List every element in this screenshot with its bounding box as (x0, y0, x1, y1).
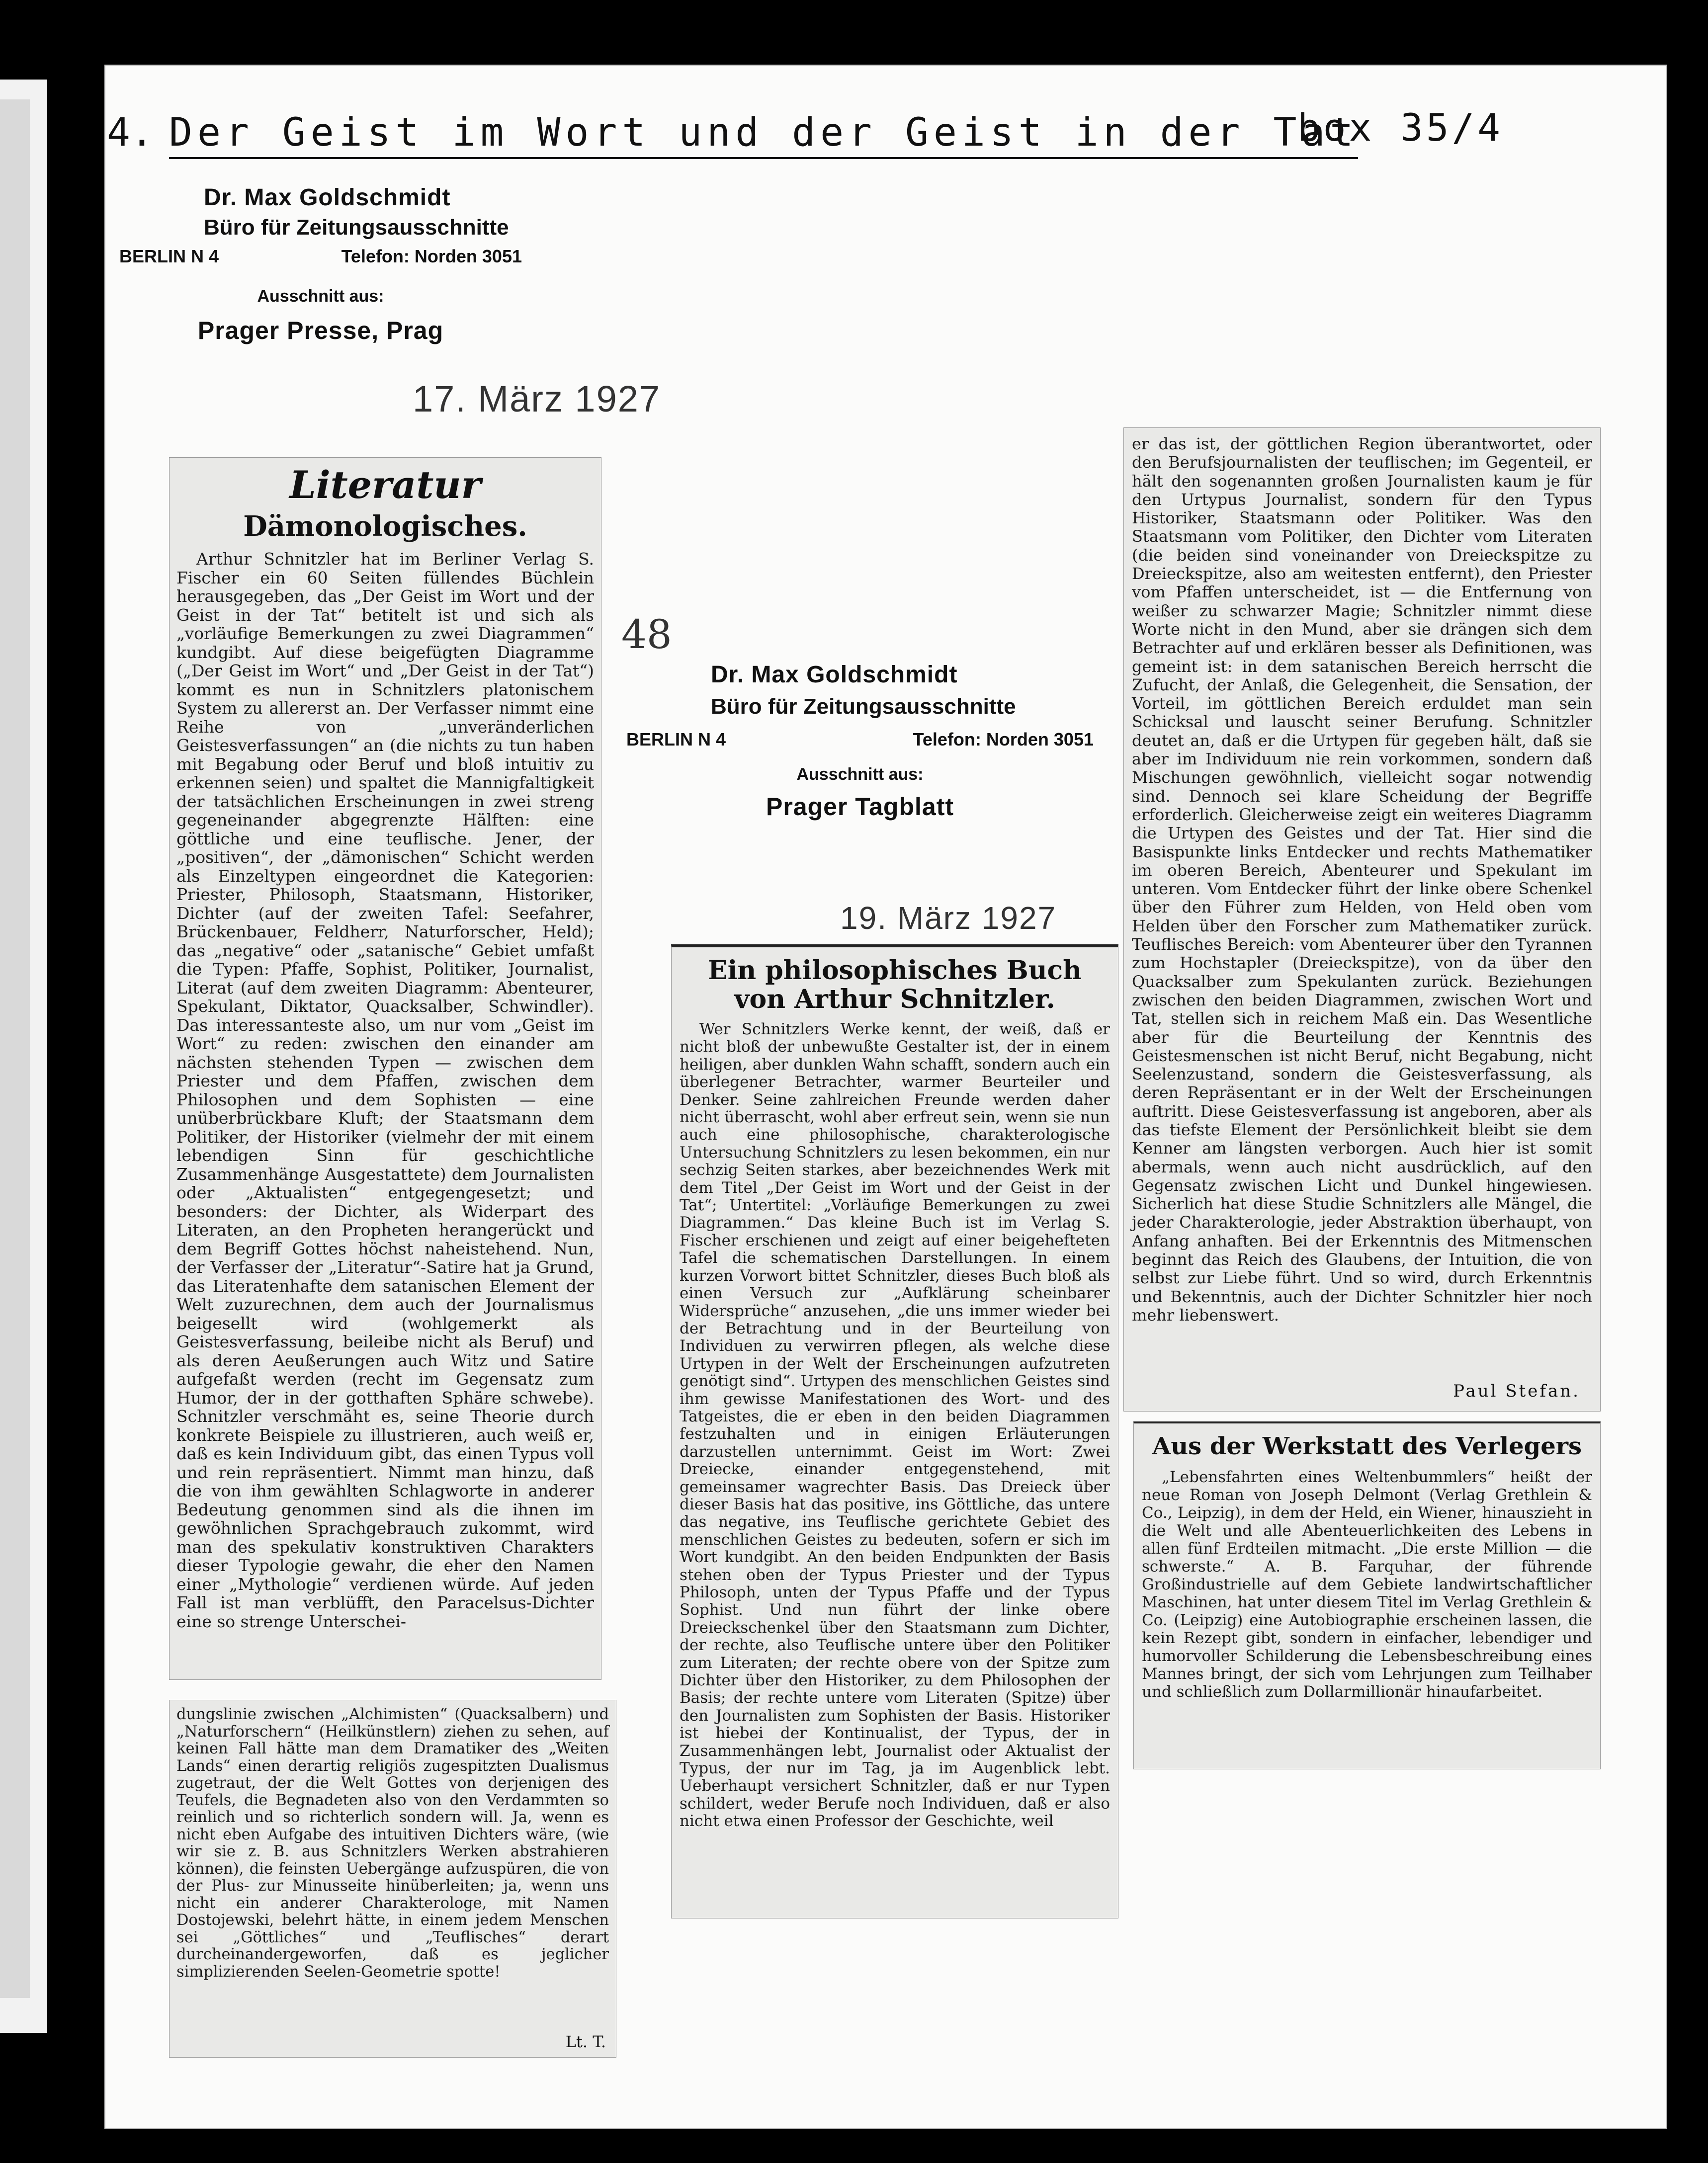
article-title: Ein philosophisches Buch von Arthur Schnitzler. (708, 955, 1082, 1014)
stamp-name: Dr. Max Goldschmidt (711, 662, 958, 688)
article-body-continued: er das ist, der göttlichen Region überantwortet, oder den Berufsjournalisten der teuflischen; im Gegenteil, er hält den sogenannten großen Journalisten kaum je für den Urtypus Journalist, sondern für den Typus Historiker, Staatsmann oder Politiker. Was den Staatsmann vom Politiker, den Dichter vom Literaten (die beiden sind voneinander von Dreieckspitze zu Dreieckspitze, also am weitesten entfernt), den Priester vom Pfaffen unterscheidet, ist — die Entfernung von weißer zu schwarzer Magie; Schnitzler nimmt diese Worte nicht in den Mund, aber sie drängen sich dem Betrachter auf und erklären besser als Definitionen, was gemeint ist: in dem satanischen Bereich herrscht die Zufucht, der Anlaß, die Gelegenheit, die Sensation, der Vorteil, im göttlichen Bereich erduldet man sein Schicksal und lauscht seiner Berufung. Schnitzler deutet an, daß er die Urtypen für gegeben hält, daß sie aber im Individuum nie rein vorkommen, sondern daß Mischungen gewöhnlich, vielleicht sogar notwendig sind. Dennoch sei klare Scheidung der Begriffe erforderlich. Gleicherweise zeigt ein weiteres Diagramm die Urtypen des Geistes und der Tat. Hier sind die Basispunkte links Entdecker und rechts Mathematiker im oberen Bereich, Abenteurer und Spekulant im unteren. Vom Entdecker führt der linke obere Schenkel über den Führer zum Helden, von Held oben vom Helden über den Forscher zum Mathematiker zurück. Teuflisches Bereich: vom Abenteurer über den Tyrannen zum Hochstapler (Dreieckspitze), von da über den Quacksalber zum Spekulanten zurück. Beziehungen zwischen den beiden Diagrammen, zwischen Wort und Tat, stellen sich in reichem Maß ein. Das Wesentliche aber für die Beurteilung der Kenntnis des Geistesmenschen ist nicht Beruf, nicht Begabung, nicht Seelenzustand, sondern die Geistesverfassung, als deren Repräsentant er in der Welt der Erscheinungen auftritt. Diese Geistesverfassung ist angeboren, aber als das tiefste Element der Persönlichkeit bleibt sie dem Kenner am längsten verborgen. Auch hier ist somit abermals, wenn auch nicht ausdrücklich, auf den Gegensatz zwischen Licht und Dunkel hingewiesen. Sicherlich hat diese Studie Schnitzlers alle Mängel, die jeder Charakterologie, jeder Abstraktion überhaupt, von Anfang anhaften. Bei der Erkenntnis des Mitmenschen beginnt das Reich des Glaubens, der Intuition, die von selbst zur Liebe führt. Und so wird, durch Erkenntnis und Bekenntnis, auch der Dichter Schnitzler hier noch mehr liebenswert. (1132, 434, 1592, 1325)
article-signature: Paul Stefan. (1453, 1381, 1580, 1401)
stamp-paper: Prager Tagblatt (766, 793, 954, 821)
article-daemonologisches (169, 457, 601, 1680)
article-body: Wer Schnitzlers Werke kennt, der weiß, daß er nicht bloß der unbewußte Gestalter ist, der in einem heiligen, aber dunklen Wahn schafft, sondern auch ein überlegener Betrachter, warmer Beurteiler und Denker. Seine zahlreichen Freunde werden daher nicht überrascht, wohl aber erfreut sein, wenn sie nun auch eine philosophische, charakterologische Untersuchung Schnitzlers zu lesen bekommen, ein nur sechzig Seiten starkes, aber bezeichnendes Werk mit dem Titel „Der Geist im Wort und der Geist in der Tat“; Untertitel: „Vorläufige Bemerkungen zu zwei Diagrammen.“ Das kleine Buch ist im Verlag S. Fischer erschienen und zeigt auf einer beigehefteten Tafel die schematischen Darstellungen. In einem kurzen Vorwort bittet Schnitzler, dieses Buch bloß als einen Versuch zur „Aufklärung scheinbarer Widersprüche“ anzusehen, „die uns immer wieder bei der Betrachtung und in der Beurteilung von Individuen zu verwirren pflegen, als welche diese Urtypen in der Welt der Erscheinungen aufzutreten genötigt sind“. Urtypen des menschlichen Geistes sind ihm gewisse Manifestationen des Wort- und des Tatgeistes, die er eben in den beiden Diagrammen festzuhalten und in einigen Erläuterungen darzustellen unternimmt. Geist im Wort: Zwei Dreiecke, einander entgegenstehend, mit gemeinsamer wagrechter Basis. Das Dreieck über dieser Basis hat das positive, ins Göttliche, das untere das negative, ins Teuflische gerichtete Gebiet des menschlichen Geistes zu bedeuten, sofern er sich im Wort kundgibt. An den beiden Endpunkten der Basis stehen oben der Typus Priester und der Typus Philosoph, unten der Typus Pfaffe und der Typus Sophist. Und nun führt der linke obere Dreieckschenkel über den Staatsmann zum Dichter, der rechte, also Teuflische untere über den Politiker zum Literaten; der rechte obere von der Spitze zum Dichter über den Historiker, zu dem Philosophen der Basis; der rechte untere vom Literaten (Spitze) über den Journalisten zum Sophisten der Basis. Historiker ist hiebei der Kontinualist, der Typus, der in Zusammenhängen lebt, Journalist oder Aktualist der Typus, der nur im Tag, ja im Augenblick lebt. Ueberhaupt versichert Schnitzler, daß er nur Typen schildert, weder Berufe noch Individuen, daß er also nicht etwa einen Professor der Geschichte, weil (680, 1020, 1110, 1830)
box-label: box 35/4 (1297, 105, 1504, 150)
handwritten-number: 48 (621, 611, 672, 658)
clipping-stamp-prager-tagblatt (626, 661, 1094, 821)
article-philosophisches-buch-continued (1123, 427, 1601, 1412)
stamp-name: Dr. Max Goldschmidt (204, 184, 451, 211)
folder-number: 4. (107, 110, 154, 155)
article-philosophisches-buch (671, 944, 1118, 1918)
section-heading: Literatur (289, 463, 481, 507)
article-title: Dämonologisches. (243, 510, 527, 543)
stamp-phone: Telefon: Norden 3051 (913, 729, 1094, 749)
stamp-excerpt-label: Ausschnitt aus: (796, 765, 924, 784)
article-title: Aus der Werkstatt des Verlegers (1152, 1432, 1582, 1460)
stamp-office: Büro für Zeitungsausschnitte (204, 215, 509, 240)
article-body: „Lebensfahrten eines Weltenbummlers“ heißt der neue Roman von Joseph Delmont (Verlag Grethlein & Co., Leipzig), in dem der Held, ein Wiener, hinauszieht in die Welt und alle Abenteuerlichkeiten des Lebens in allen fünf Erdteilen mitmacht. „Die erste Million — die schwerste.“ A. B. Farquhar, der führende Großindustrielle auf dem Gebiete landwirtschaftlicher Maschinen, hat unter diesem Titel im Verlag Grethlein & Co. (Leipzig) eine Autobiographie erscheinen lassen, die kein Rezept gibt, sondern in einfacher, lebendiger und humorvoller Schilderung die Lebensbeschreibung eines Mannes bringt, der sich vom Lehrjungen zum Teilhaber und schließlich zum Dollarmillionär hinaufarbeitet. (1142, 1468, 1592, 1701)
stamp-phone: Telefon: Norden 3051 (341, 246, 522, 266)
stamp-office: Büro für Zeitungsausschnitte (711, 694, 1016, 719)
adjacent-page-shadow (0, 99, 30, 1998)
date-stamp-2: 19. März 1927 (840, 900, 1057, 936)
stamp-city: BERLIN N 4 (119, 246, 219, 266)
article-daemonologisches-continued (169, 1700, 616, 2058)
stamp-excerpt-label: Ausschnitt aus: (257, 287, 384, 306)
article-signature: Lt. T. (565, 2032, 606, 2051)
stamp-paper: Prager Presse, Prag (197, 317, 444, 344)
article-body-continued: dungslinie zwischen „Alchimisten“ (Quacksalbern) und „Naturforschern“ (Heilkünstlern) ziehen zu sehen, auf keinen Fall hätte man dem Dramatiker des „Weiten Lands“ einen derartig religiös zugespitzten Dualismus zugetraut, der die Welt Gottes von derjenigen des Teufels, die Begnadeten also von den Verdammten so reinlich und so richterlich sondern will. Ja, wenn es nicht eben Aufgabe des intuitiven Dichters wäre, (wie wir sie z. B. aus Schnitzlers Werken abstrahieren können), die feinsten Uebergänge aufzuspüren, die von der Plus- zur Minusseite hinüberleiten; ja, wenn uns nicht ein anderer Charakterologe, mit Namen Dostojewski, belehrt hätte, in einem jedem Menschen sei „Göttliches“ und „Teuflisches“ derart durcheinandergeworfen, daß es jeglicher simplizierenden Seelen-Geometrie spotte! (176, 1706, 609, 1981)
clipping-stamp-prager-presse (119, 184, 522, 345)
folder-title: Der Geist im Wort und der Geist in der Tat (169, 110, 1358, 159)
article-werkstatt-des-verlegers (1133, 1421, 1601, 1769)
stamp-city: BERLIN N 4 (626, 729, 726, 749)
date-stamp-1: 17. März 1927 (413, 378, 661, 419)
article-body: Arthur Schnitzler hat im Berliner Verlag S. Fischer ein 60 Seiten füllendes Büchlein herausgegeben, das „Der Geist im Wort und der Geist in der Tat“ betitelt ist und sich als „vorläufige Bemerkungen zu zwei Diagrammen“ kundgibt. Auf diese beigefügten Diagramme („Der Geist im Wort“ und „Der Geist in der Tat“) kommt es nun in Schnitzlers platonischem System zu allererst an. Der Verfasser nimmt eine Reihe von „unveränderlichen Geistesverfassungen“ an (die nichts zu tun haben mit Begabung oder Beruf und bloß intuitiv zu erkennen seien) und spaltet die Mannigfaltigkeit der tatsächlichen Erscheinungen in zwei streng gegeneinander abgegrenzte Hälften: eine göttliche und eine teuflische. Jener, der „positiven“, der „dämonischen“ Schicht werden als Einzeltypen eingeordnet die Kategorien: Priester, Philosoph, Staatsmann, Historiker, Dichter (auf der zweiten Tafel: Seefahrer, Brückenbauer, Feldherr, Naturforscher, Held); das „negative“ oder „satanische“ Gebiet umfaßt die Typen: Pfaffe, Sophist, Politiker, Journalist, Literat (auf dem zweiten Diagramm: Abenteurer, Spekulant, Diktator, Quacksalber, Schwindler). Das interessanteste also, um nur vom „Geist im Wort“ zu reden: zwischen den einander am nächsten stehenden Typen — zwischen dem Priester und dem Pfaffen, zwischen dem Philosophen und dem Sophisten — eine unüberbrückbare Kluft; der Staatsmann dem Politiker, der Historiker (vielmehr der mit einem lebendigen Sinn für geschichtliche Zusammenhänge Ausgestattete) dem Journalisten oder „Aktualisten“ entgegengesetzt; und besonders: der Dichter, als Widerpart des Literaten, an den Propheten herangerückt und dem Begriff Gottes höchst naheistehend. Nun, der Verfasser der „Literatur“-Satire hat ja Grund, das Literatenhafte dem satanischen Element der Welt zuzurechnen, dem auch der Journalismus beigesellt wird (wohlgemerkt als Geistesverfassung, beileibe nicht als Beruf) und als deren Aeußerungen auch Witz und Satire aufgefaßt werden (recht im Gegensatz zum Humor, der in der gotthaften Sphäre schwebe). Schnitzler verschmäht es, seine Theorie durch konkrete Beispiele zu illustrieren, auch weiß er, daß es kein Individuum gibt, das einen Typus voll und rein repräsentiert. Nimmt man hinzu, daß die von ihm gewählten Schlagworte in anderer Bedeutung genommen sind als die ihnen im gewöhnlichen Sprachgebrauch zukommt, wird man des spekulativ konstruktiven Charakters dieser Typologie gewahr, die eher den Namen einer „Mythologie“ verdienen würde. Auf jeden Fall ist man verblüfft, den Paracelsus-Dichter eine so strenge Unterschei- (176, 549, 594, 1631)
